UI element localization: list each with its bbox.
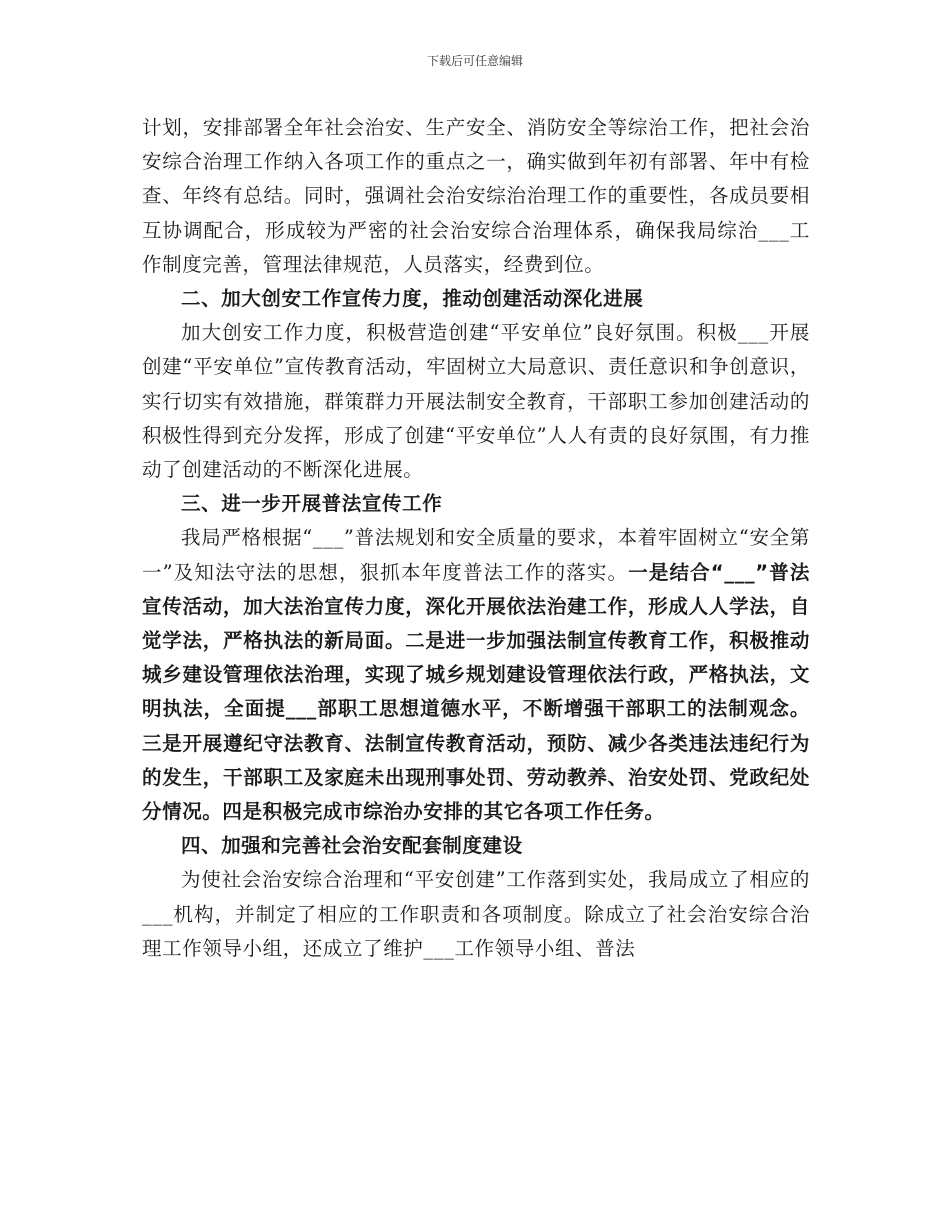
paragraph-2: 加大创安工作力度，积极营造创建“平安单位”良好氛围。积极___开展创建“平安单位”宣传教育活动，牢固树立大局意识、责任意识和争创意识，实行切实有效措施，群策群力开展法制安全教育，干部职工参加创建活动的积极性得到充分发挥，形成了创建“平安单位”人人有责的良好氛围，有力推动了创建活动的不断深化进展。 <box>142 321 810 482</box>
paragraph-3 <box>142 521 810 829</box>
paragraph-4: 为使社会治安综合治理和“平安创建”工作落到实处，我局成立了相应的___机构，并制定了相应的工作职责和各项制度。除成立了社会治安综合治理工作领导小组，还成立了维护___工作领导小组、普法 <box>142 868 810 960</box>
page-header: 下载后可任意编辑 <box>426 54 523 68</box>
section-heading-2: 二、加大创安工作宣传力度，推动创建活动深化进展 <box>181 287 644 311</box>
paragraph-3-bold: 一是结合“___”普法宣传活动，加大法治宣传力度，深化开展依法治建工作，形成人人学法，自觉学法，严格执法的新局面。二是进一步加强法制宣传教育工作，积极推动城乡建设管理依法治理，实现了城乡规划建设管理依法行政，严格执法，文明执法，全面提___部职工思想道德水平，不断增强干部职工的法制观念。三是开展遵纪守法教育、法制宣传教育活动，预防、减少各类违法违纪行为的发生，干部职工及家庭未出现刑事处罚、劳动教养、治安处罚、党政纪处分情况。四是积极完成市综治办安排的其它各项工作任务。 <box>142 560 810 824</box>
section-heading-3: 三、进一步开展普法宣传工作 <box>181 492 443 516</box>
paragraph-1: 计划，安排部署全年社会治安、生产安全、消防安全等综治工作，把社会治安综合治理工作纳入各项工作的重点之一，确实做到年初有部署、年中有检查、年终有总结。同时，强调社会治安综治治理工作的重要性，各成员要相互协调配合，形成较为严密的社会治安综合治理体系，确保我局综治___工作制度完善，管理法律规范，人员落实，经费到位。 <box>142 116 810 276</box>
section-heading-4: 四、加强和完善社会治安配套制度建设 <box>181 834 523 858</box>
document-body <box>142 111 810 966</box>
paragraph-3-intro: 我局严格根据“___”普法规划和安全质量的要求，本着牢固树立“安全第一”及知法守法的思想，狠抓本年度普法工作的落实。 <box>142 526 810 584</box>
